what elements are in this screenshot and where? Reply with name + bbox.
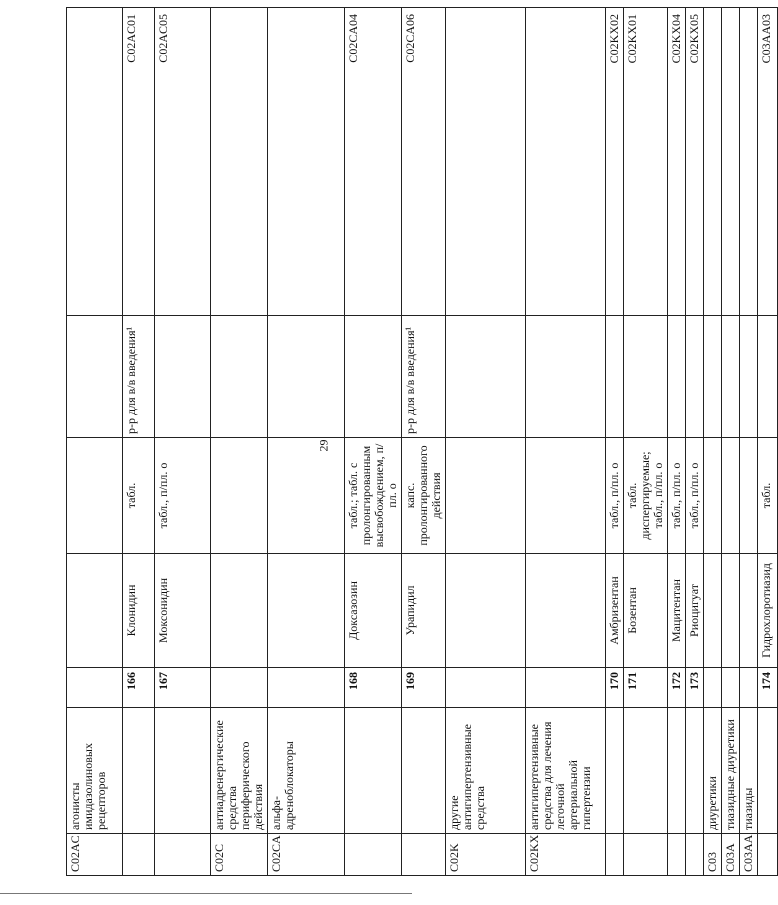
page-number: 29 xyxy=(316,439,331,452)
atc-group-code xyxy=(624,834,668,876)
drug-name: Риоцигуат xyxy=(686,554,704,668)
atc-group-code: C02K xyxy=(446,834,526,876)
dosage-form xyxy=(67,438,123,554)
row-number: 170 xyxy=(606,668,624,708)
atc-group-code xyxy=(758,834,778,876)
atc-code: C02KX01 xyxy=(624,8,668,316)
drug-name xyxy=(526,554,606,668)
row-number: 174 xyxy=(758,668,778,708)
table-row xyxy=(67,8,123,876)
row-number: 171 xyxy=(624,668,668,708)
atc-code xyxy=(722,8,740,316)
dosage-form-secondary: р-р для в/в введения¹ xyxy=(402,316,446,438)
dosage-form: табл. xyxy=(758,438,778,554)
drug-table xyxy=(66,7,778,876)
atc-code xyxy=(704,8,722,316)
table-row xyxy=(704,8,722,876)
atc-group-code xyxy=(345,834,402,876)
atc-code: C02KX04 xyxy=(668,8,686,316)
dosage-form-secondary xyxy=(211,316,268,438)
row-number: 172 xyxy=(668,668,686,708)
atc-group-code xyxy=(606,834,624,876)
row-number: 168 xyxy=(345,668,402,708)
dosage-form-secondary xyxy=(668,316,686,438)
dosage-form xyxy=(268,438,345,554)
atc-group-code: C02CA xyxy=(268,834,345,876)
atc-code: C02AC05 xyxy=(155,8,211,316)
drug-name: Урапидил xyxy=(402,554,446,668)
atc-group-code: C02C xyxy=(211,834,268,876)
atc-group-code xyxy=(668,834,686,876)
group-name: тиазидные диуретики xyxy=(722,708,740,834)
atc-code: C03AA03 xyxy=(758,8,778,316)
dosage-form-secondary xyxy=(268,316,345,438)
table-row xyxy=(668,8,686,876)
atc-group-code xyxy=(123,834,155,876)
dosage-form: табл., п/пл. о xyxy=(606,438,624,554)
atc-group-code: C02AC xyxy=(67,834,123,876)
group-name: другие антигипертензивные средства xyxy=(446,708,526,834)
table-row xyxy=(722,8,740,876)
group-name xyxy=(606,708,624,834)
dosage-form-secondary xyxy=(722,316,740,438)
dosage-form-secondary xyxy=(446,316,526,438)
dosage-form: табл. xyxy=(123,438,155,554)
drug-name xyxy=(704,554,722,668)
row-number xyxy=(67,668,123,708)
dosage-form-secondary xyxy=(345,316,402,438)
atc-group-code: C02KX xyxy=(526,834,606,876)
table-row xyxy=(526,8,606,876)
atc-group-code: C03A xyxy=(722,834,740,876)
drug-name: Моксонидин xyxy=(155,554,211,668)
dosage-form-secondary xyxy=(740,316,758,438)
table-row xyxy=(758,8,778,876)
drug-name: Клонидин xyxy=(123,554,155,668)
row-number xyxy=(722,668,740,708)
table-row xyxy=(686,8,704,876)
drug-name: Гидрохлоротиазид xyxy=(758,554,778,668)
table-row xyxy=(211,8,268,876)
dosage-form: табл. диспергируемые; табл., п/пл. о xyxy=(624,438,668,554)
group-name: диуретики xyxy=(704,708,722,834)
atc-code: C02CA06 xyxy=(402,8,446,316)
table-row xyxy=(740,8,758,876)
atc-code xyxy=(268,8,345,316)
group-name xyxy=(758,708,778,834)
row-number xyxy=(211,668,268,708)
dosage-form-secondary: р-р для в/в введения¹ xyxy=(123,316,155,438)
drug-name xyxy=(722,554,740,668)
group-name: антиадренергические средства периферического действия xyxy=(211,708,268,834)
table-row xyxy=(446,8,526,876)
dosage-form xyxy=(526,438,606,554)
dosage-form-secondary xyxy=(526,316,606,438)
dosage-form: табл., п/пл. о xyxy=(668,438,686,554)
table-row xyxy=(155,8,211,876)
table-row xyxy=(345,8,402,876)
drug-name xyxy=(446,554,526,668)
dosage-form xyxy=(211,438,268,554)
row-number: 173 xyxy=(686,668,704,708)
drug-name xyxy=(211,554,268,668)
group-name: тиазиды xyxy=(740,708,758,834)
dosage-form xyxy=(446,438,526,554)
drug-name: Мацитентан xyxy=(668,554,686,668)
dosage-form-secondary xyxy=(606,316,624,438)
atc-code: C02KX05 xyxy=(686,8,704,316)
dosage-form: табл., п/пл. о xyxy=(686,438,704,554)
group-name xyxy=(668,708,686,834)
row-number xyxy=(526,668,606,708)
atc-group-code xyxy=(155,834,211,876)
dosage-form-secondary xyxy=(758,316,778,438)
row-number xyxy=(446,668,526,708)
atc-code xyxy=(446,8,526,316)
drug-name xyxy=(67,554,123,668)
dosage-form xyxy=(740,438,758,554)
drug-name: Бозентан xyxy=(624,554,668,668)
row-number: 169 xyxy=(402,668,446,708)
atc-group-code: C03AA xyxy=(740,834,758,876)
atc-code xyxy=(211,8,268,316)
group-name xyxy=(155,708,211,834)
group-name xyxy=(345,708,402,834)
drug-name xyxy=(268,554,345,668)
drug-name xyxy=(740,554,758,668)
table-rotator xyxy=(66,8,773,876)
row-number: 167 xyxy=(155,668,211,708)
atc-group-code: C03 xyxy=(704,834,722,876)
row-number xyxy=(268,668,345,708)
drug-name: Амбризентан xyxy=(606,554,624,668)
atc-code: C02KX02 xyxy=(606,8,624,316)
table-row xyxy=(624,8,668,876)
atc-group-code xyxy=(686,834,704,876)
atc-code xyxy=(740,8,758,316)
group-name: альфа-адреноблокаторы xyxy=(268,708,345,834)
dosage-form xyxy=(704,438,722,554)
atc-group-code xyxy=(402,834,446,876)
dosage-form-secondary xyxy=(67,316,123,438)
dosage-form-secondary xyxy=(686,316,704,438)
group-name xyxy=(123,708,155,834)
dosage-form: табл.; табл. с пролонгированным высвобождением, п/пл. о xyxy=(345,438,402,554)
group-name: антигипертензивные средства для лечения легочной артериальной гипертензии xyxy=(526,708,606,834)
group-name: агонисты имидазолиновых рецепторов xyxy=(67,708,123,834)
row-number xyxy=(740,668,758,708)
dosage-form: табл., п/пл. о xyxy=(155,438,211,554)
dosage-form-secondary xyxy=(704,316,722,438)
table-row xyxy=(268,8,345,876)
atc-code xyxy=(67,8,123,316)
row-number: 166 xyxy=(123,668,155,708)
group-name xyxy=(402,708,446,834)
dosage-form: капс. пролонгированного действия xyxy=(402,438,446,554)
dosage-form-secondary xyxy=(624,316,668,438)
group-name xyxy=(686,708,704,834)
atc-code xyxy=(526,8,606,316)
dosage-form xyxy=(722,438,740,554)
group-name xyxy=(624,708,668,834)
row-number xyxy=(704,668,722,708)
scan-edge-line xyxy=(0,893,412,894)
table-row xyxy=(402,8,446,876)
table-row xyxy=(123,8,155,876)
rotated-table-area xyxy=(66,8,773,876)
dosage-form-secondary xyxy=(155,316,211,438)
atc-code: C02CA04 xyxy=(345,8,402,316)
drug-name: Доксазозин xyxy=(345,554,402,668)
table-row xyxy=(606,8,624,876)
atc-code: C02AC01 xyxy=(123,8,155,316)
